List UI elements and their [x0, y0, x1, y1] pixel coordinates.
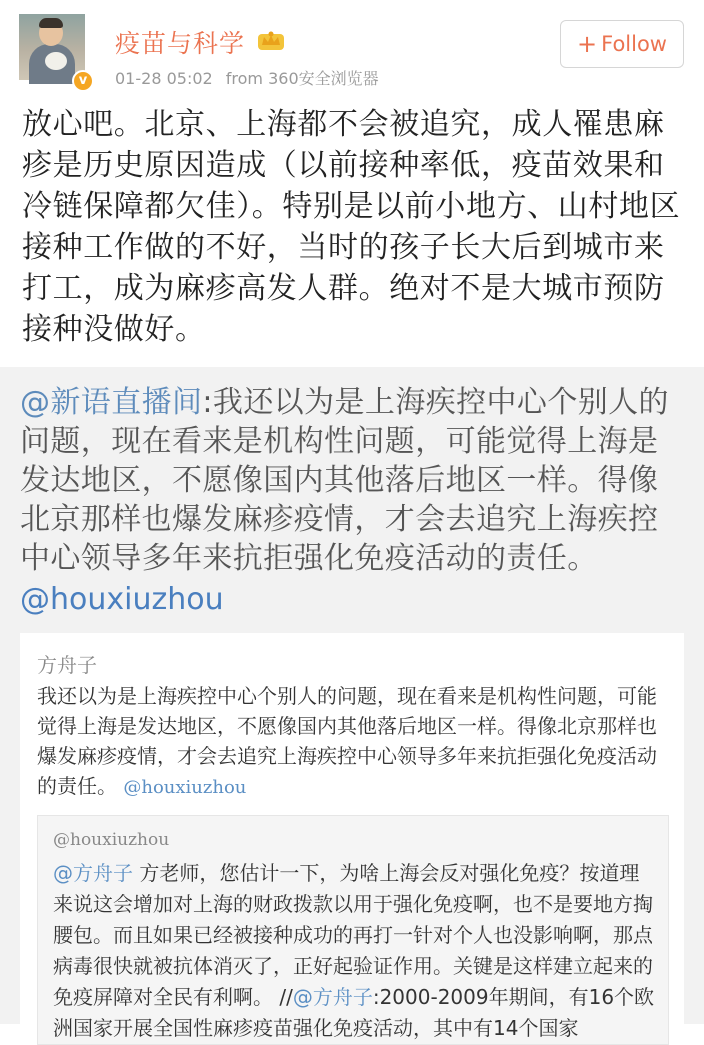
- repost-mention-link[interactable]: @新语直播间: [20, 385, 203, 420]
- plus-icon: +: [577, 30, 598, 58]
- post-text: 放心吧。北京、上海都不会被追究，成人罹患麻疹是历史原因造成（以前接种率低，疫苗效果和冷链保障都欠佳）。特别是以前小地方、山村地区接种工作做的不好，当时的孩子长大后到城市来打工，成为麻疹高发人群。绝对不是大城市预防接种没做好。: [22, 107, 681, 347]
- repost-text: [20, 383, 688, 578]
- verified-badge-icon: v: [72, 70, 94, 92]
- quoted-body: 方老师，您估计一下，为啥上海会反对强化免疫？按道理来说这会增加对上海的财政拨款以用于强化免疫啊，也不是要地方掏腰包。而且如果已经被接种成功的再打一针对个人也没影响啊，那点病毒很快就被抗体消灭了，正好起验证作用。关键是这样建立起来的免疫屏障对全民有利啊。 //: [53, 861, 653, 1009]
- repost-card[interactable]: [0, 367, 704, 1040]
- embedded-screenshot[interactable]: [20, 633, 684, 1040]
- quoted-mention-2: @方舟子: [292, 985, 373, 1009]
- post-header: [0, 0, 704, 92]
- avatar[interactable]: [19, 14, 85, 80]
- embedded-text: [37, 681, 667, 803]
- post-time: 01-28 05:02: [115, 69, 213, 88]
- follow-label: Follow: [601, 32, 667, 56]
- handle-link[interactable]: @houxiuzhou: [20, 582, 224, 617]
- quoted-author: @houxiuzhou: [53, 830, 170, 850]
- embedded-body: 我还以为是上海疾控中心个别人的问题，现在看来是机构性问题，可能觉得上海是发达地区，不愿像国内其他落后地区一样。得像北京那样也爆发麻疹疫情，才会去追究上海疾控中心领导多年来抗拒强化免疫活动的责任。: [37, 684, 657, 798]
- quoted-text: [53, 858, 657, 1044]
- username[interactable]: 疫苗与科学: [115, 29, 246, 58]
- embedded-author: 方舟子: [37, 653, 97, 677]
- embedded-mention: @houxiuzhou: [123, 777, 247, 798]
- quoted-body-2: :2000-2009年期间，有16个欧洲国家开展全国性麻疹疫苗强化免疫活动，其中有14个国家: [53, 985, 655, 1040]
- post-source: from 360安全浏览器: [225, 69, 379, 88]
- quoted-mention: @方舟子: [53, 861, 133, 885]
- post-meta: [115, 66, 379, 89]
- follow-button[interactable]: [560, 20, 684, 68]
- repost-body: :我还以为是上海疾控中心个别人的问题，现在看来是机构性问题，可能觉得上海是发达地区，不愿像国内其他落后地区一样。得像北京那样也爆发麻疹疫情，才会去追究上海疾控中心领导多年来抗拒强化免疫活动的责任。: [20, 385, 669, 576]
- embedded-quoted-post: [37, 815, 669, 1045]
- crown-icon: [256, 30, 286, 52]
